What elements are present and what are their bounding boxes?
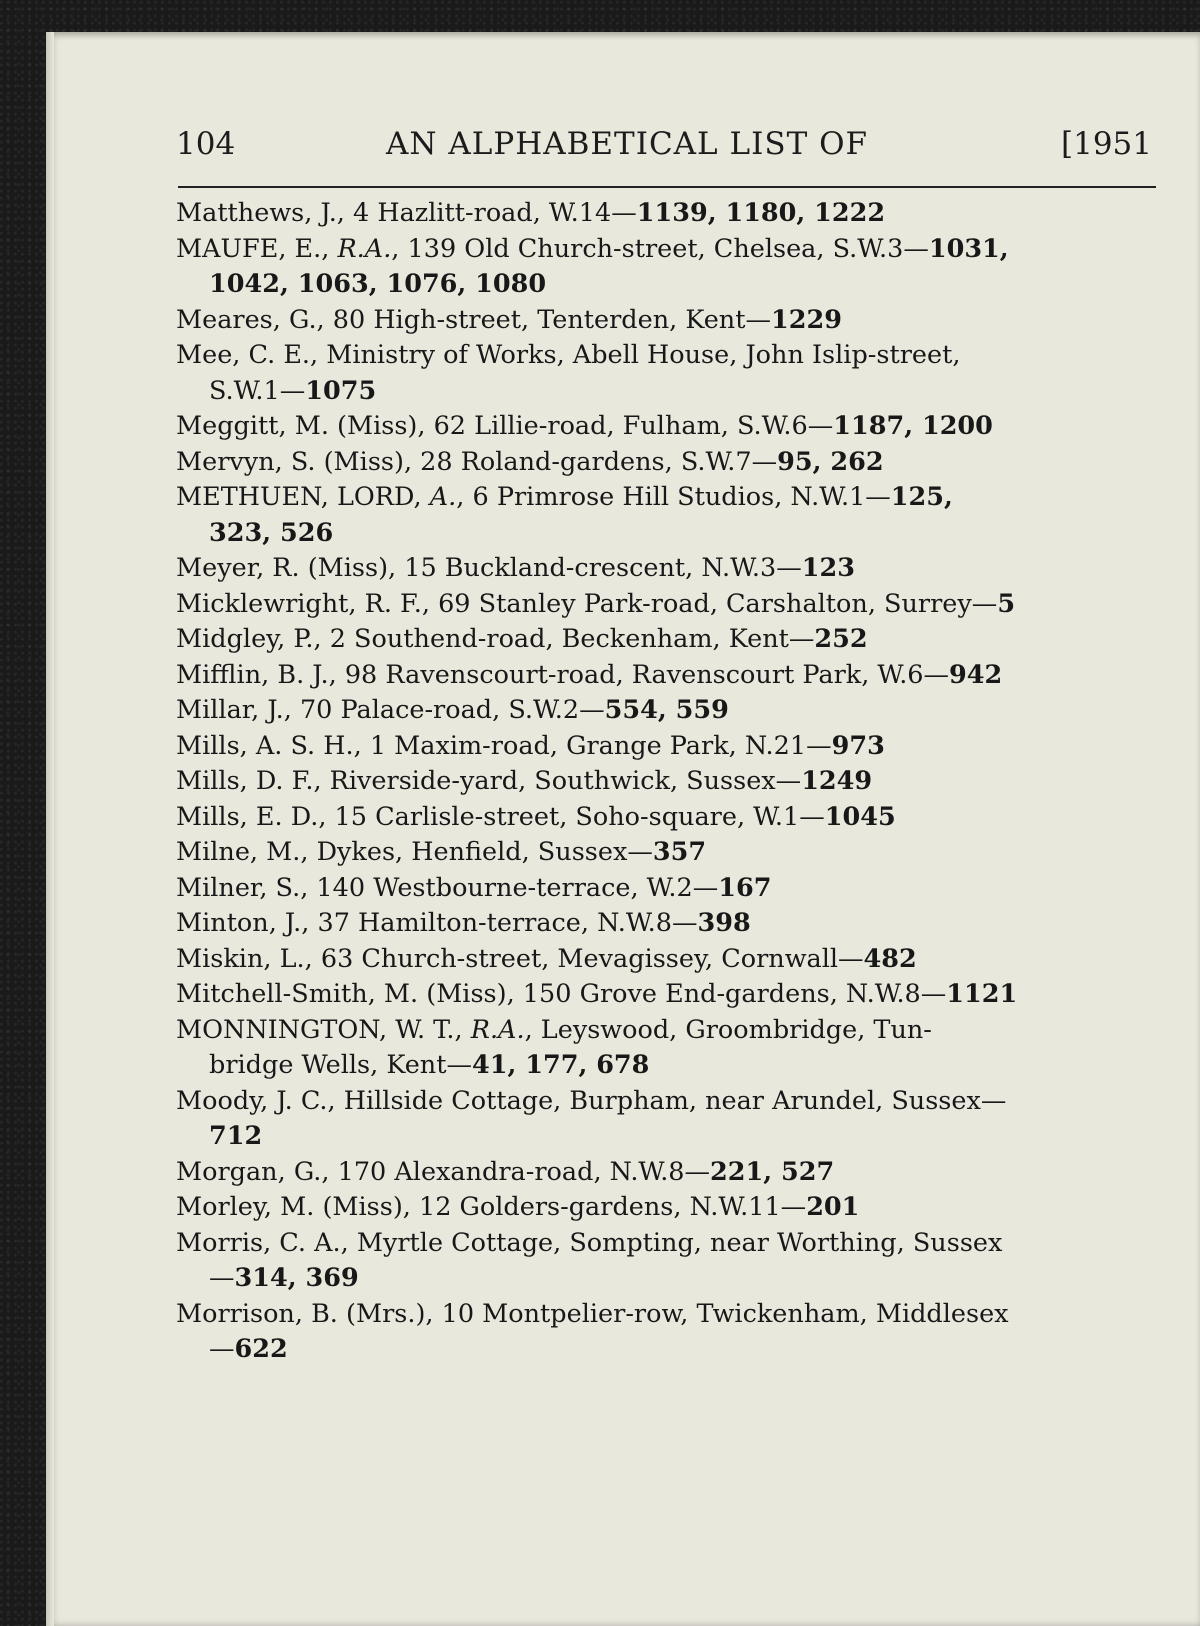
list-item: Meyer, R. (Miss), 15 Buckland-crescent, N.W.3—123 <box>176 553 855 583</box>
page-title: AN ALPHABETICAL LIST OF <box>386 126 869 162</box>
running-header <box>176 126 1152 170</box>
list-item: Minton, J., 37 Hamilton-terrace, N.W.8—398 <box>176 908 751 938</box>
list-item: Moody, J. C., Hillside Cottage, Burpham, near Arundel, Sussex— 712 <box>176 1085 1007 1151</box>
list-item: METHUEN, LORD, A., 6 Primrose Hill Studios, N.W.1—125, 323, 526 <box>176 482 953 548</box>
list-item: MAUFE, E., R.A., 139 Old Church-street, Chelsea, S.W.3—1031, 1042, 1063, 1076, 1080 <box>176 233 1009 299</box>
page-edge <box>46 32 54 1626</box>
list-item: Milner, S., 140 Westbourne-terrace, W.2—167 <box>176 872 772 903</box>
list-item: Mervyn, S. (Miss), 28 Roland-gardens, S.W.7—95, 262 <box>176 446 884 477</box>
list-item: Milne, M., Dykes, Henfield, Sussex—357 <box>176 837 707 867</box>
list-item: Mee, C. E., Ministry of Works, Abell House, John Islip-street, S.W.1—1075 <box>176 340 961 406</box>
list-item: Morris, C. A., Myrtle Cottage, Sompting, near Worthing, Sussex —314, 369 <box>176 1227 1003 1293</box>
list-item: Micklewright, R. F., 69 Stanley Park-road, Carshalton, Surrey—5 <box>176 588 1016 619</box>
list-item: Mills, A. S. H., 1 Maxim-road, Grange Park, N.21—973 <box>176 730 885 761</box>
year: [1951 <box>1061 126 1152 162</box>
list-item: MONNINGTON, W. T., R.A., Leyswood, Groombridge, Tun- bridge Wells, Kent—41, 177, 678 <box>176 1014 932 1080</box>
list-item: Midgley, P., 2 Southend-road, Beckenham, Kent—252 <box>176 624 868 654</box>
list-item: Miskin, L., 63 Church-street, Mevagissey, Cornwall—482 <box>176 943 917 974</box>
list-item: Matthews, J., 4 Hazlitt-road, W.14—1139, 1180, 1222 <box>176 198 886 228</box>
list-item: Mitchell-Smith, M. (Miss), 150 Grove End-gardens, N.W.8—1121 <box>176 979 1018 1009</box>
header-rule <box>178 186 1156 188</box>
list-item: Mifflin, B. J., 98 Ravenscourt-road, Ravenscourt Park, W.6—942 <box>176 659 1003 690</box>
list-item: Morgan, G., 170 Alexandra-road, N.W.8—221, 527 <box>176 1156 835 1187</box>
list-item: Mills, D. F., Riverside-yard, Southwick, Sussex—1249 <box>176 766 873 796</box>
list-item: Meares, G., 80 High-street, Tenterden, Kent—1229 <box>176 304 842 335</box>
list-item: Mills, E. D., 15 Carlisle-street, Soho-square, W.1—1045 <box>176 801 896 832</box>
list-item: Morrison, B. (Mrs.), 10 Montpelier-row, Twickenham, Middlesex —622 <box>176 1298 1009 1364</box>
address-list <box>176 196 1156 1368</box>
list-item: Millar, J., 70 Palace-road, S.W.2—554, 559 <box>176 695 729 725</box>
list-item: Morley, M. (Miss), 12 Golders-gardens, N.W.11—201 <box>176 1192 860 1222</box>
page-number: 104 <box>176 126 236 162</box>
list-item: Meggitt, M. (Miss), 62 Lillie-road, Fulham, S.W.6—1187, 1200 <box>176 411 993 441</box>
